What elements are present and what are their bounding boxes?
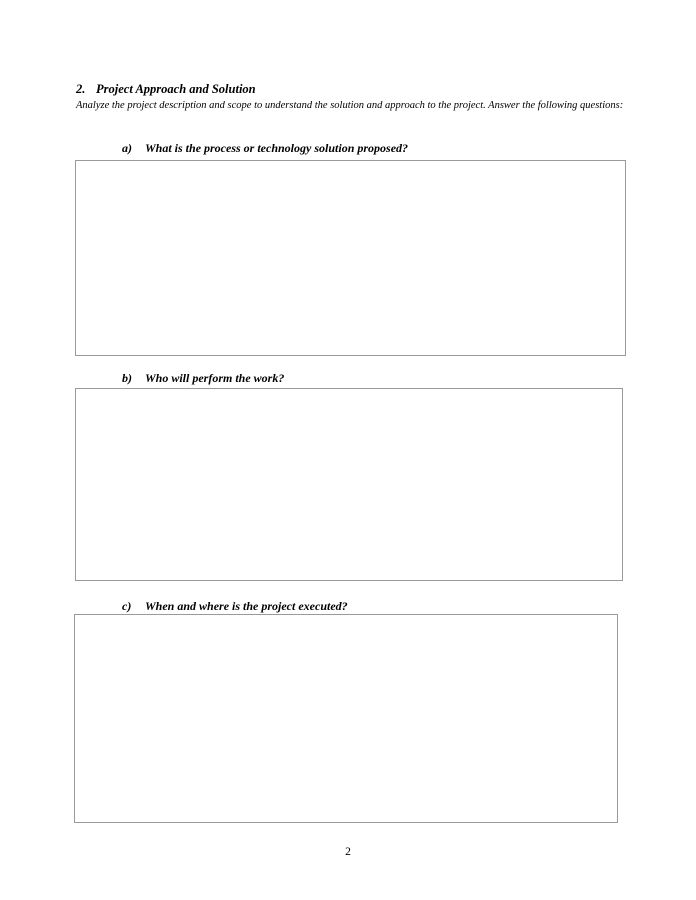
answer-box-c[interactable] bbox=[74, 614, 618, 823]
answer-box-b[interactable] bbox=[75, 388, 623, 581]
question-marker-c: c) bbox=[122, 599, 132, 613]
question-marker-b: b) bbox=[122, 371, 132, 385]
question-label-b bbox=[122, 371, 284, 385]
section-number: 2. bbox=[76, 82, 86, 96]
question-text-a: What is the process or technology solution proposed? bbox=[145, 141, 409, 155]
section-intro-paragraph: Analyze the project description and scope to understand the solution and approach to the project. Answer the following questions: bbox=[76, 100, 624, 111]
answer-box-a[interactable] bbox=[75, 160, 626, 356]
section-title: Project Approach and Solution bbox=[96, 82, 256, 96]
question-text-b: Who will perform the work? bbox=[145, 371, 285, 385]
question-label-c bbox=[122, 599, 348, 613]
question-label-a bbox=[122, 141, 408, 155]
question-text-c: When and where is the project executed? bbox=[145, 599, 348, 613]
section-heading bbox=[76, 82, 624, 97]
page-number: 2 bbox=[345, 846, 351, 858]
question-marker-a: a) bbox=[122, 141, 132, 155]
